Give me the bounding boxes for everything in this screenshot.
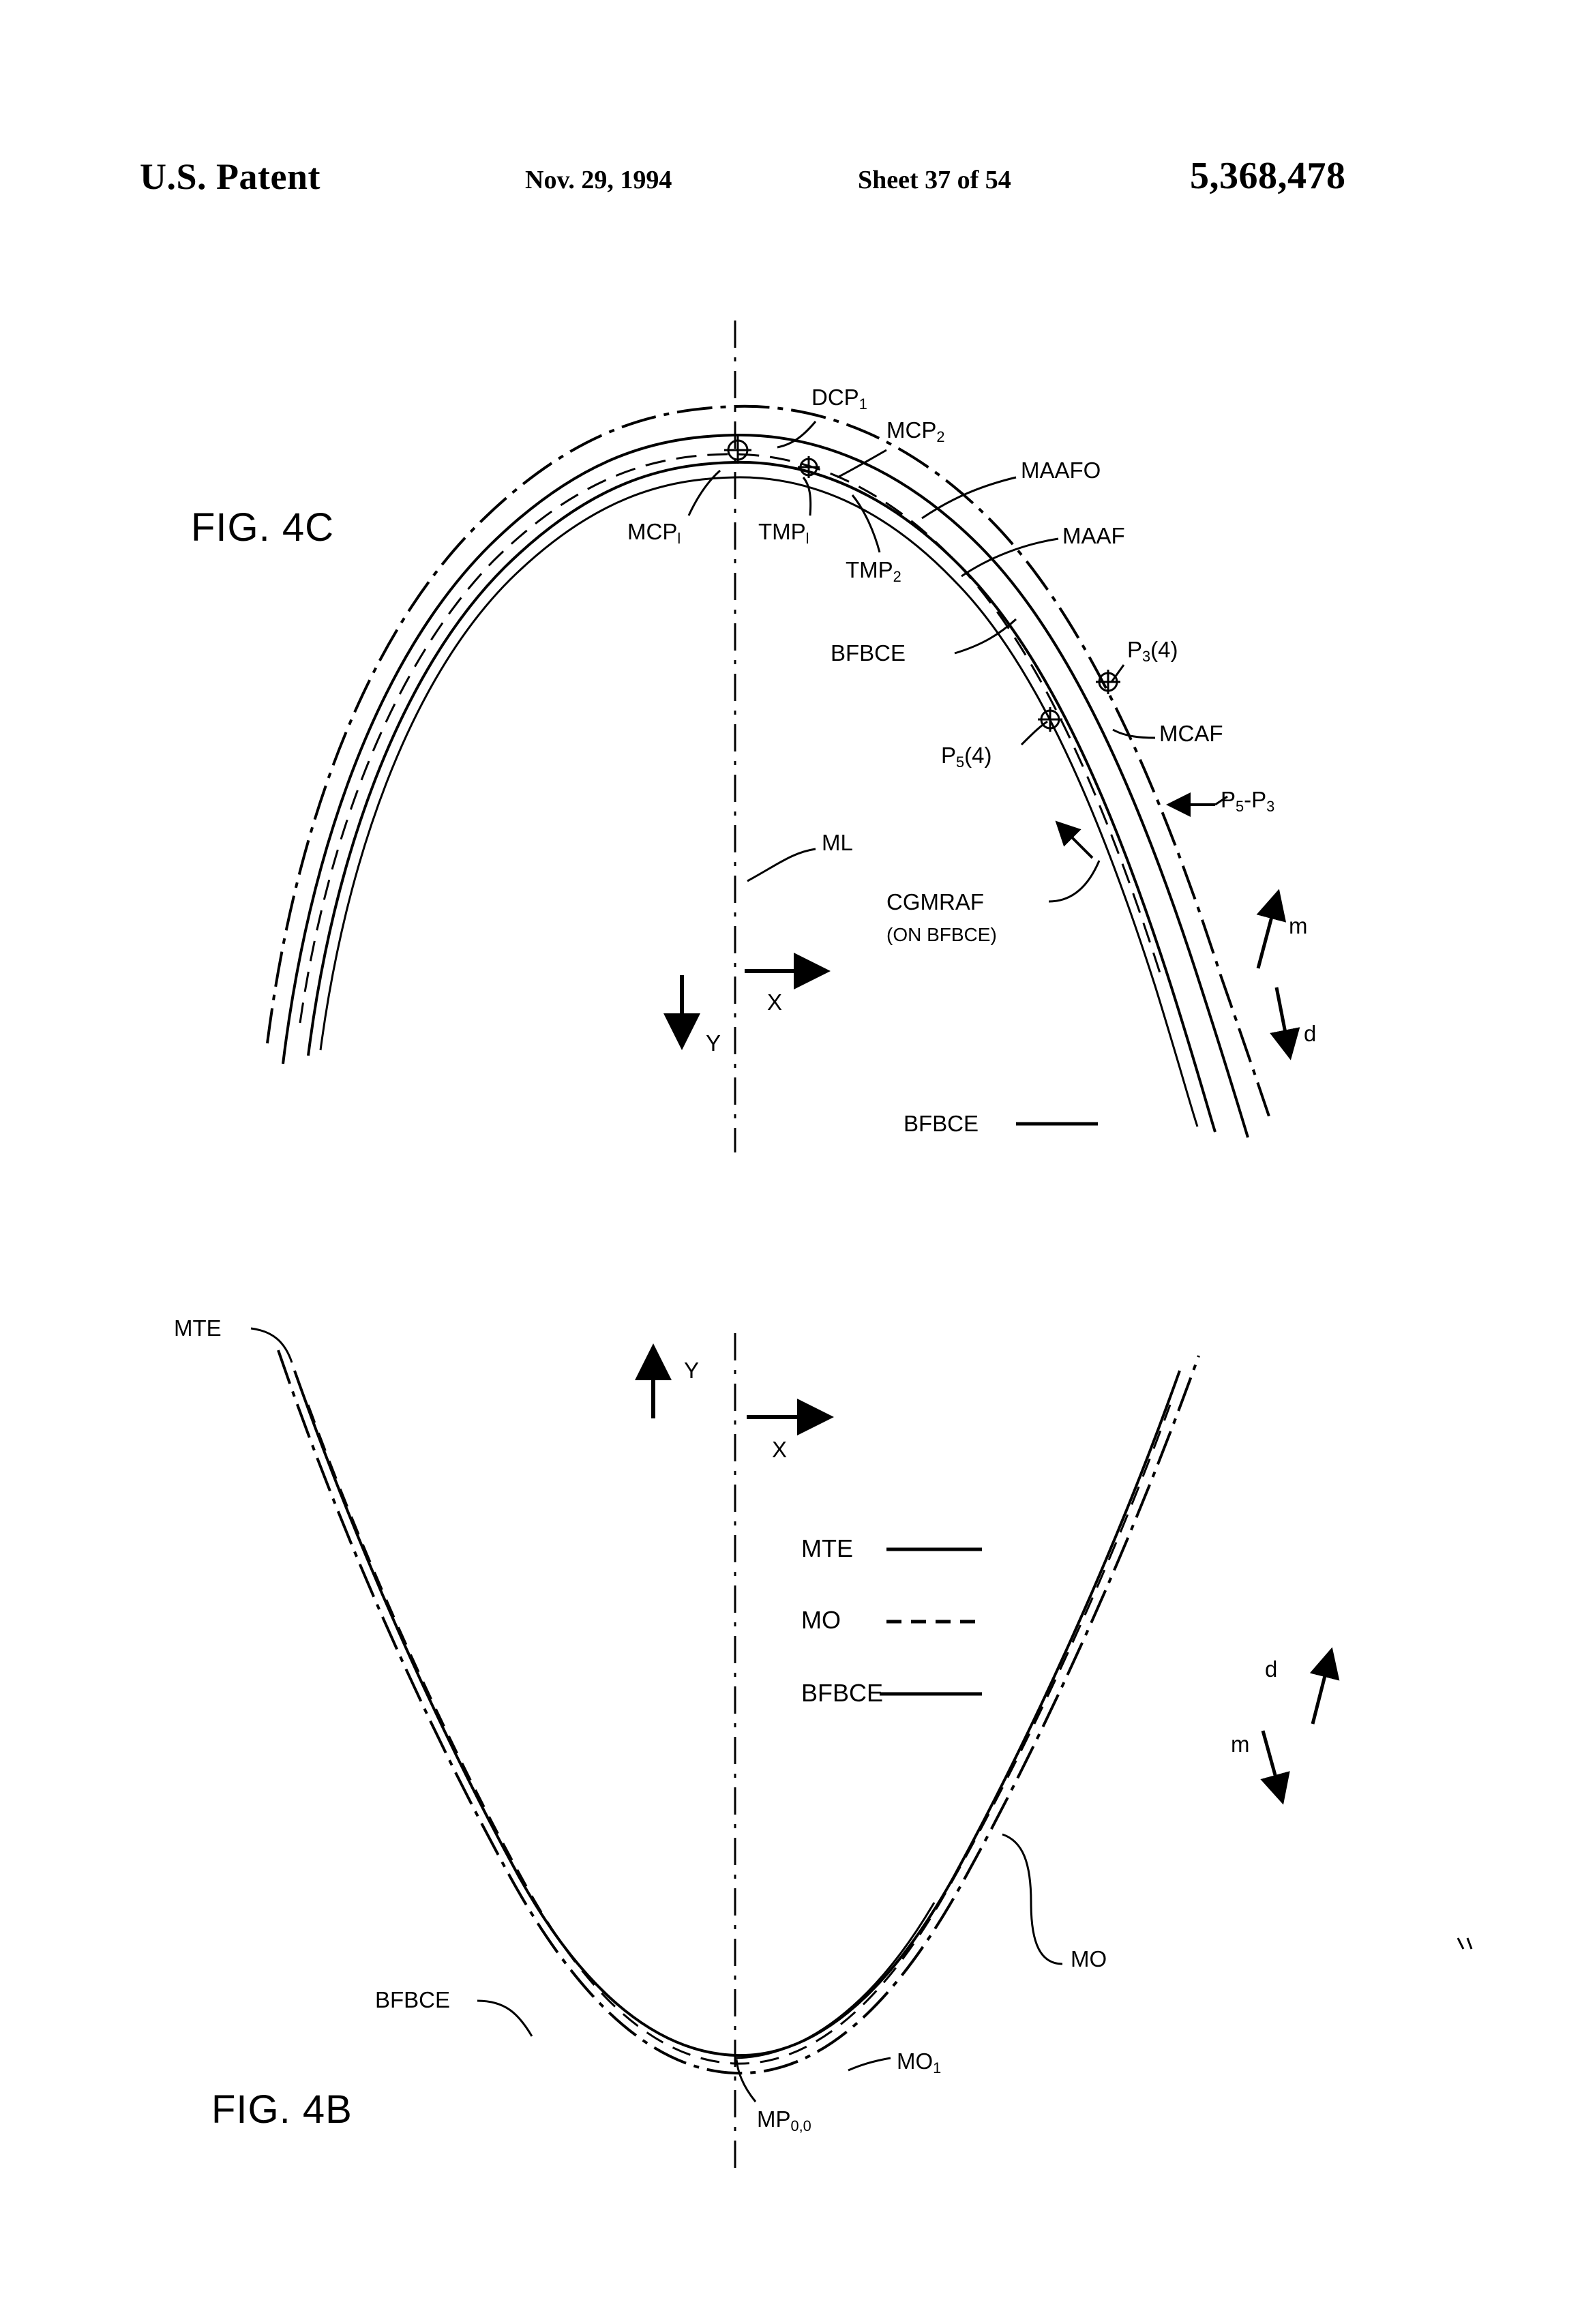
label-fig4b-dir-d: d <box>1265 1656 1278 1682</box>
page-header <box>0 155 1582 217</box>
label-fig4c-dir-d: d <box>1304 1021 1317 1046</box>
cgmraf-arrow <box>1061 826 1092 858</box>
leader-p3 <box>1111 665 1124 682</box>
label-fig4c-dir-m: m <box>1289 913 1308 938</box>
label-mp00-sub: 0,0 <box>790 2117 811 2135</box>
label-bfbce-upper: BFBCE <box>831 640 906 666</box>
label-p5p3-mid: -P <box>1244 787 1267 812</box>
fig4b-graphics <box>251 1328 1330 2175</box>
label-tmp1 <box>758 520 809 547</box>
leader-mo-right <box>1002 1834 1062 1964</box>
artifact-tick-2 <box>1467 1938 1472 1949</box>
fig4c-m-arrow <box>1258 899 1277 968</box>
leader-maafo <box>922 477 1016 518</box>
label-p5-minus-p3 <box>1221 788 1274 815</box>
fig4b-d-arrow <box>1313 1657 1330 1724</box>
fig4b-leader-lines <box>251 1328 1062 2102</box>
label-p5-arg: (4) <box>964 743 992 768</box>
patent-number: 5,368,478 <box>1190 155 1346 197</box>
legend-item-bfbce-label: BFBCE <box>801 1679 884 1707</box>
fig4b-mo-curve <box>308 1405 1170 2064</box>
label-p5p3-sub1: 5 <box>1236 798 1244 816</box>
fig4c-solid-inner-curve <box>308 462 1215 1132</box>
figure-4b-label: FIG. 4B <box>211 2087 353 2132</box>
fig4c-graphics <box>267 321 1289 1152</box>
leader-p5 <box>1021 721 1047 745</box>
label-tmp1-text: TMP <box>758 519 806 544</box>
label-tmp2-text: TMP <box>846 557 893 582</box>
label-fig4c-axis-x: X <box>767 989 783 1015</box>
fig4c-direction-arrows <box>1258 899 1289 1050</box>
label-tmp1-sub: l <box>805 530 809 548</box>
label-mcp1-text: MCP <box>627 519 678 544</box>
label-ml: ML <box>822 830 853 855</box>
label-mo-right: MO <box>1071 1946 1107 1971</box>
fig4b-bfbce-curve <box>295 1371 1180 2055</box>
label-mcp2-sub: 2 <box>936 428 945 446</box>
artifact-tick-1 <box>1458 1938 1463 1949</box>
label-p5-4 <box>941 743 991 771</box>
leader-mcaf <box>1113 730 1155 738</box>
fig4b-mo1-curve <box>735 1903 934 2058</box>
label-mp00 <box>757 2107 811 2134</box>
label-mo1-text: MO <box>897 2049 934 2074</box>
label-dcp1-text: DCP <box>811 385 859 410</box>
leader-cgmraf <box>1049 861 1099 902</box>
label-p3-text: P <box>1127 637 1143 662</box>
label-p3-arg: (4) <box>1150 637 1178 662</box>
marker-mcp1 <box>724 436 751 464</box>
leader-tmp1 <box>803 477 811 516</box>
fig4b-m-arrow <box>1263 1731 1281 1795</box>
label-fig4c-legend-bfbce: BFBCE <box>904 1111 979 1136</box>
leader-mo1 <box>848 2058 891 2070</box>
label-mo1 <box>897 2049 941 2076</box>
leader-tmp2 <box>852 495 880 552</box>
marker-p3-4 <box>1096 670 1120 694</box>
patent-date: Nov. 29, 1994 <box>525 166 672 194</box>
fig4c-d-arrow <box>1277 987 1289 1050</box>
label-p5-text: P <box>941 743 957 768</box>
leader-mp00 <box>736 2059 756 2102</box>
marker-p5-4 <box>1038 707 1062 732</box>
label-dcp1-sub: 1 <box>859 396 867 413</box>
legend-item-mo-label: MO <box>801 1606 841 1634</box>
label-p5-sub: 5 <box>956 754 965 771</box>
label-mcaf: MCAF <box>1159 721 1223 746</box>
label-p5p3-sub2: 3 <box>1266 798 1275 816</box>
label-fig4b-bfbce-left: BFBCE <box>375 1987 451 2012</box>
label-mcp2 <box>886 418 944 445</box>
label-mcp2-text: MCP <box>886 417 937 443</box>
label-cgmraf: CGMRAF <box>886 889 984 914</box>
label-fig4c-axis-y: Y <box>706 1030 721 1056</box>
fig4c-thin-inner-curve <box>320 477 1197 1127</box>
leader-mcp1 <box>689 471 720 516</box>
fig4b-legend-lines <box>880 1549 982 1694</box>
legend-item-mte-label: MTE <box>801 1534 853 1562</box>
label-p3-sub: 3 <box>1142 648 1151 666</box>
leader-dcp1 <box>777 421 816 447</box>
label-tmp2-sub: 2 <box>893 568 901 586</box>
label-fig4b-axis-y: Y <box>684 1358 700 1383</box>
label-tmp2 <box>846 558 901 585</box>
label-mp00-text: MP <box>757 2106 791 2132</box>
leader-bfbce-left <box>477 2001 532 2036</box>
fig4c-maafo-dashed-curve <box>300 454 1162 1023</box>
fig4b-axes <box>653 1356 822 1418</box>
label-maafo: MAAFO <box>1021 458 1101 483</box>
leader-mte-top <box>251 1328 292 1362</box>
label-p3-4 <box>1127 638 1178 665</box>
patent-office-title: U.S. Patent <box>140 156 320 197</box>
label-p5p3-p: P <box>1221 787 1236 812</box>
marker-mcp2 <box>798 456 820 478</box>
label-mcp1 <box>627 520 681 547</box>
leader-maaf <box>961 539 1058 576</box>
scan-artifacts <box>1458 1938 1472 1949</box>
fig4c-axes <box>682 971 818 1038</box>
label-maaf: MAAF <box>1062 523 1125 548</box>
leader-ml <box>747 849 816 881</box>
sheet-number: Sheet 37 of 54 <box>858 166 1011 194</box>
label-cgmraf-note: (ON BFBCE) <box>886 924 997 945</box>
label-fig4b-axis-x: X <box>772 1437 788 1462</box>
label-dcp1 <box>811 385 867 413</box>
label-mte-top: MTE <box>174 1315 222 1341</box>
label-fig4b-dir-m: m <box>1231 1731 1250 1757</box>
figure-4c-label: FIG. 4C <box>191 505 335 550</box>
leader-bfbce-upper <box>955 619 1016 653</box>
fig4b-mte-curve <box>278 1350 1199 2073</box>
leader-mcp2 <box>837 450 886 477</box>
label-mo1-sub: 1 <box>933 2059 942 2077</box>
label-mcp1-sub: l <box>677 530 681 548</box>
